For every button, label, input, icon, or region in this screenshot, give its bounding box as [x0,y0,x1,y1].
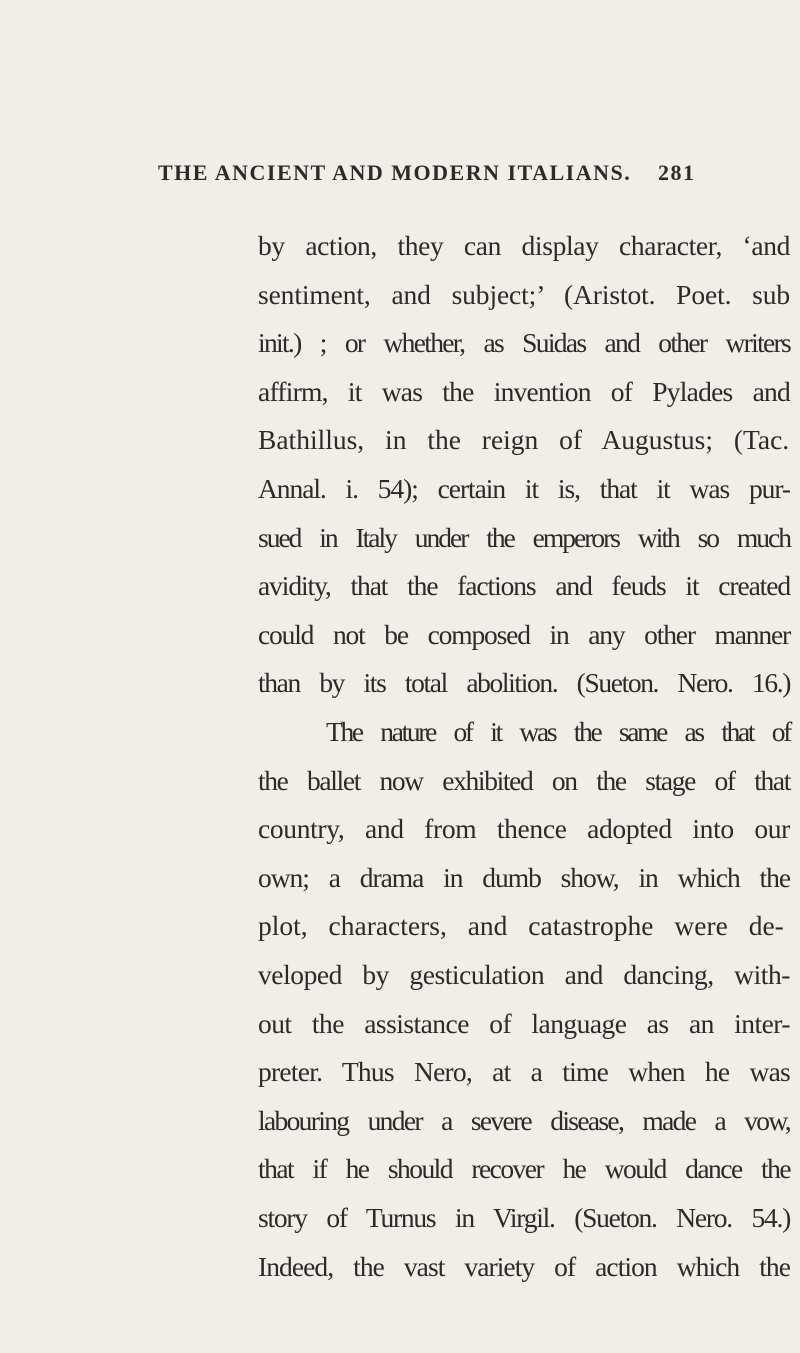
text-line: the ballet now exhibited on the stage of that [258,764,790,796]
text-line: The nature of it was the same as that of [326,716,790,747]
text-line: could not be composed in any other manner [258,618,790,650]
text-line: plot, characters, and catastrophe were de- [258,910,784,942]
text-line: story of Turnus in Virgil. (Sueton. Nero. 54.) [258,1202,790,1233]
text-line: Bathillus, in the reign of Augustus; (Tac. [258,424,790,456]
text-line: own; a drama in dumb show, in which the [258,861,790,893]
text-line: by action, they can display character, ‘and [258,230,790,261]
text-line: that if he should recover he would dance the [258,1153,790,1185]
running-header [158,160,696,186]
text-line: sentiment, and subject;’ (Aristot. Poet. sub [258,278,790,310]
text-line: affirm, it was the invention of Pylades and [258,375,790,407]
text-line: country, and from thence adopted into our [258,813,790,845]
page-number: 281 [658,160,696,185]
text-line: labouring under a severe disease, made a vow, [258,1104,790,1136]
running-title: THE ANCIENT AND MODERN ITALIANS. [158,160,632,185]
text-line: init.) ; or whether, as Suidas and other writers [258,327,790,359]
text-line: sued in Italy under the emperors with so much [258,521,790,553]
text-line: preter. Thus Nero, at a time when he was [258,1056,790,1088]
text-line: veloped by gesticulation and dancing, with- [258,959,790,990]
text-line: out the assistance of language as an inter- [258,1007,790,1039]
text-line: Indeed, the vast variety of action which the [258,1250,790,1282]
text-line: avidity, that the factions and feuds it created [258,570,790,602]
text-line: Annal. i. 54); certain it is, that it was pur- [258,473,790,504]
text-line: than by its total abolition. (Sueton. Nero. 16.) [258,667,790,699]
